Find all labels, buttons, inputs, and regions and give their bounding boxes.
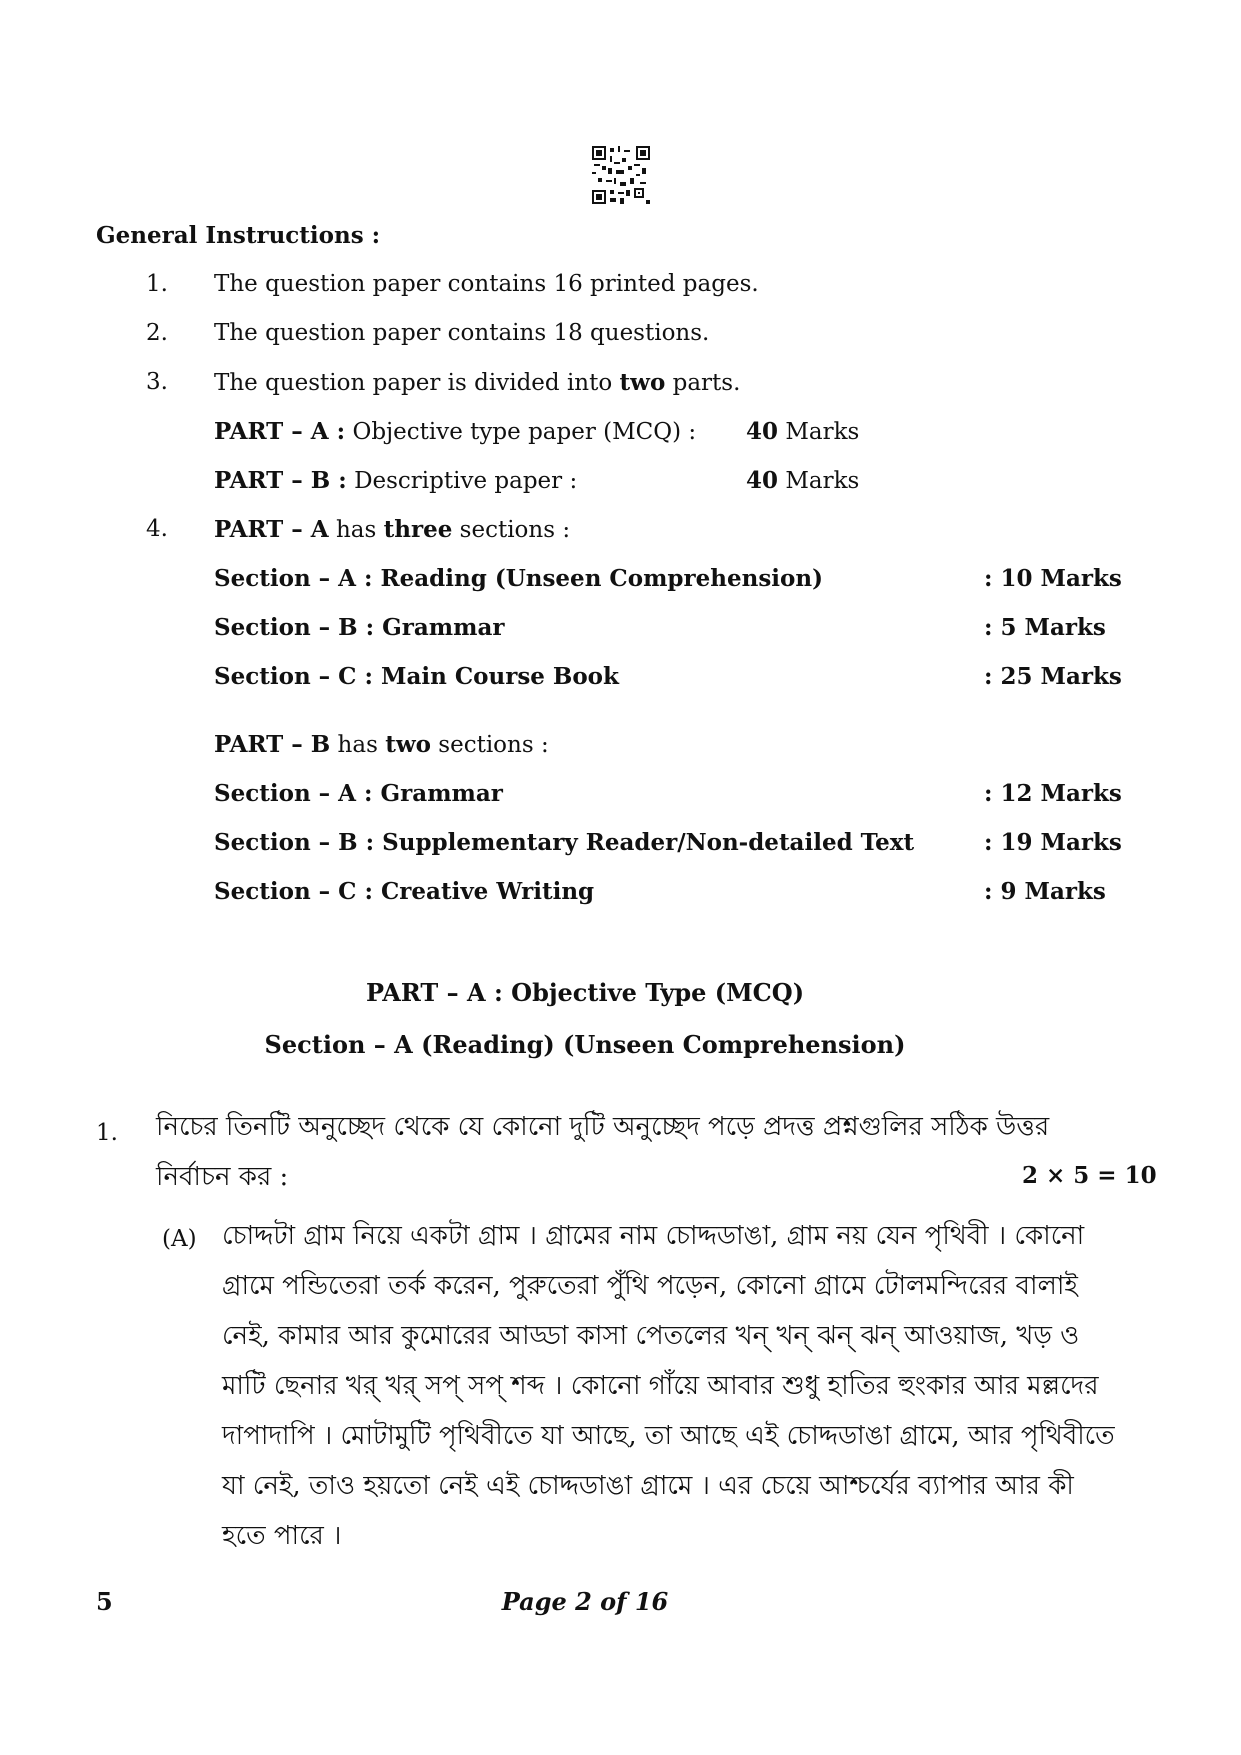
part-a-section-name: Section – A : Reading (Unseen Comprehension) [214,565,823,592]
passage-line: গ্রামে পন্ডিতেরা তর্ক করেন, পুরুতেরা পুঁথি পড়েন, কোনো গ্রামে টোলমন্দিরের বালাই [222,1271,1078,1301]
part-b-marks: 40 Marks [746,467,860,494]
instruction-number: 3. [146,369,168,395]
passage-label: (A) [162,1226,197,1252]
general-instructions-title: General Instructions : [96,222,381,249]
instruction-number: 4. [146,516,168,542]
part-a-line: PART – A : Objective type paper (MCQ) : [214,418,697,445]
part-a-section-name: Section – B : Grammar [214,614,505,641]
part-b-section-marks: : 12 Marks [984,780,1122,807]
part-b-section-name: Section – A : Grammar [214,780,503,807]
question-text-line: নির্বাচন কর : [156,1162,289,1192]
passage-line: যা নেই, তাও হয়তো নেই এই চোদ্দডাঙা গ্রামে । এর চেয়ে আশ্চর্যের ব্যাপার আর কী [222,1471,1074,1501]
passage-line: মাটি ছেনার খর্ খর্ সপ্ সপ্ শব্দ । কোনো গাঁয়ে আবার শুধু হাতির হুংকার আর মল্লদের [222,1371,1099,1401]
passage-line: দাপাদাপি । মোটামুটি পৃথিবীতে যা আছে, তা আছে এই চোদ্দডাঙা গ্রামে, আর পৃথিবীতে [222,1421,1115,1451]
paper-code: 5 [96,1587,113,1616]
passage-line: নেই, কামার আর কুমোরের আড্ডা কাসা পেতলের খন্ খন্ ঝন্ ঝন্ আওয়াজ, খড় ও [222,1321,1080,1351]
part-b-section-name: Section – C : Creative Writing [214,878,595,905]
passage-line: হতে পারে । [222,1521,342,1551]
instruction-number: 2. [146,320,168,346]
page-number: Page 2 of 16 [501,1587,669,1616]
part-a-section-marks: : 10 Marks [984,565,1122,592]
part-a-section-marks: : 25 Marks [984,663,1122,690]
passage-line: চোদ্দটা গ্রাম নিয়ে একটা গ্রাম । গ্রামের নাম চোদ্দডাঙা, গ্রাম নয় যেন পৃথিবী । কোনো [222,1221,1085,1251]
instruction-text: The question paper contains 18 questions. [214,320,710,346]
instruction-number: 1. [146,271,168,297]
part-b-section-marks: : 9 Marks [984,878,1106,905]
instruction-text: The question paper contains 16 printed pages. [214,271,759,297]
part-b-section-name: Section – B : Supplementary Reader/Non-detailed Text [214,829,915,856]
instruction-text: The question paper is divided into two parts. [214,369,741,396]
part-a-section-marks: : 5 Marks [984,614,1106,641]
question-marks: 2 × 5 = 10 [1022,1162,1157,1189]
section-a-heading: Section – A (Reading) (Unseen Comprehension) [264,1030,906,1059]
question-number: 1. [96,1120,118,1146]
part-b-intro: PART – B has two sections : [214,731,549,758]
question-text-line: নিচের তিনটি অনুচ্ছেদ থেকে যে কোনো দুটি অনুচ্ছেদ পড়ে প্রদত্ত প্রশ্নগুলির সঠিক উত্তর [156,1112,1050,1142]
part-a-marks: 40 Marks [746,418,860,445]
part-a-section-name: Section – C : Main Course Book [214,663,619,690]
part-b-section-marks: : 19 Marks [984,829,1122,856]
part-b-line: PART – B : Descriptive paper : [214,467,578,494]
part-a-heading: PART – A : Objective Type (MCQ) [365,978,805,1007]
part-a-intro: PART – A has three sections : [214,516,571,543]
qr-code [592,146,650,204]
